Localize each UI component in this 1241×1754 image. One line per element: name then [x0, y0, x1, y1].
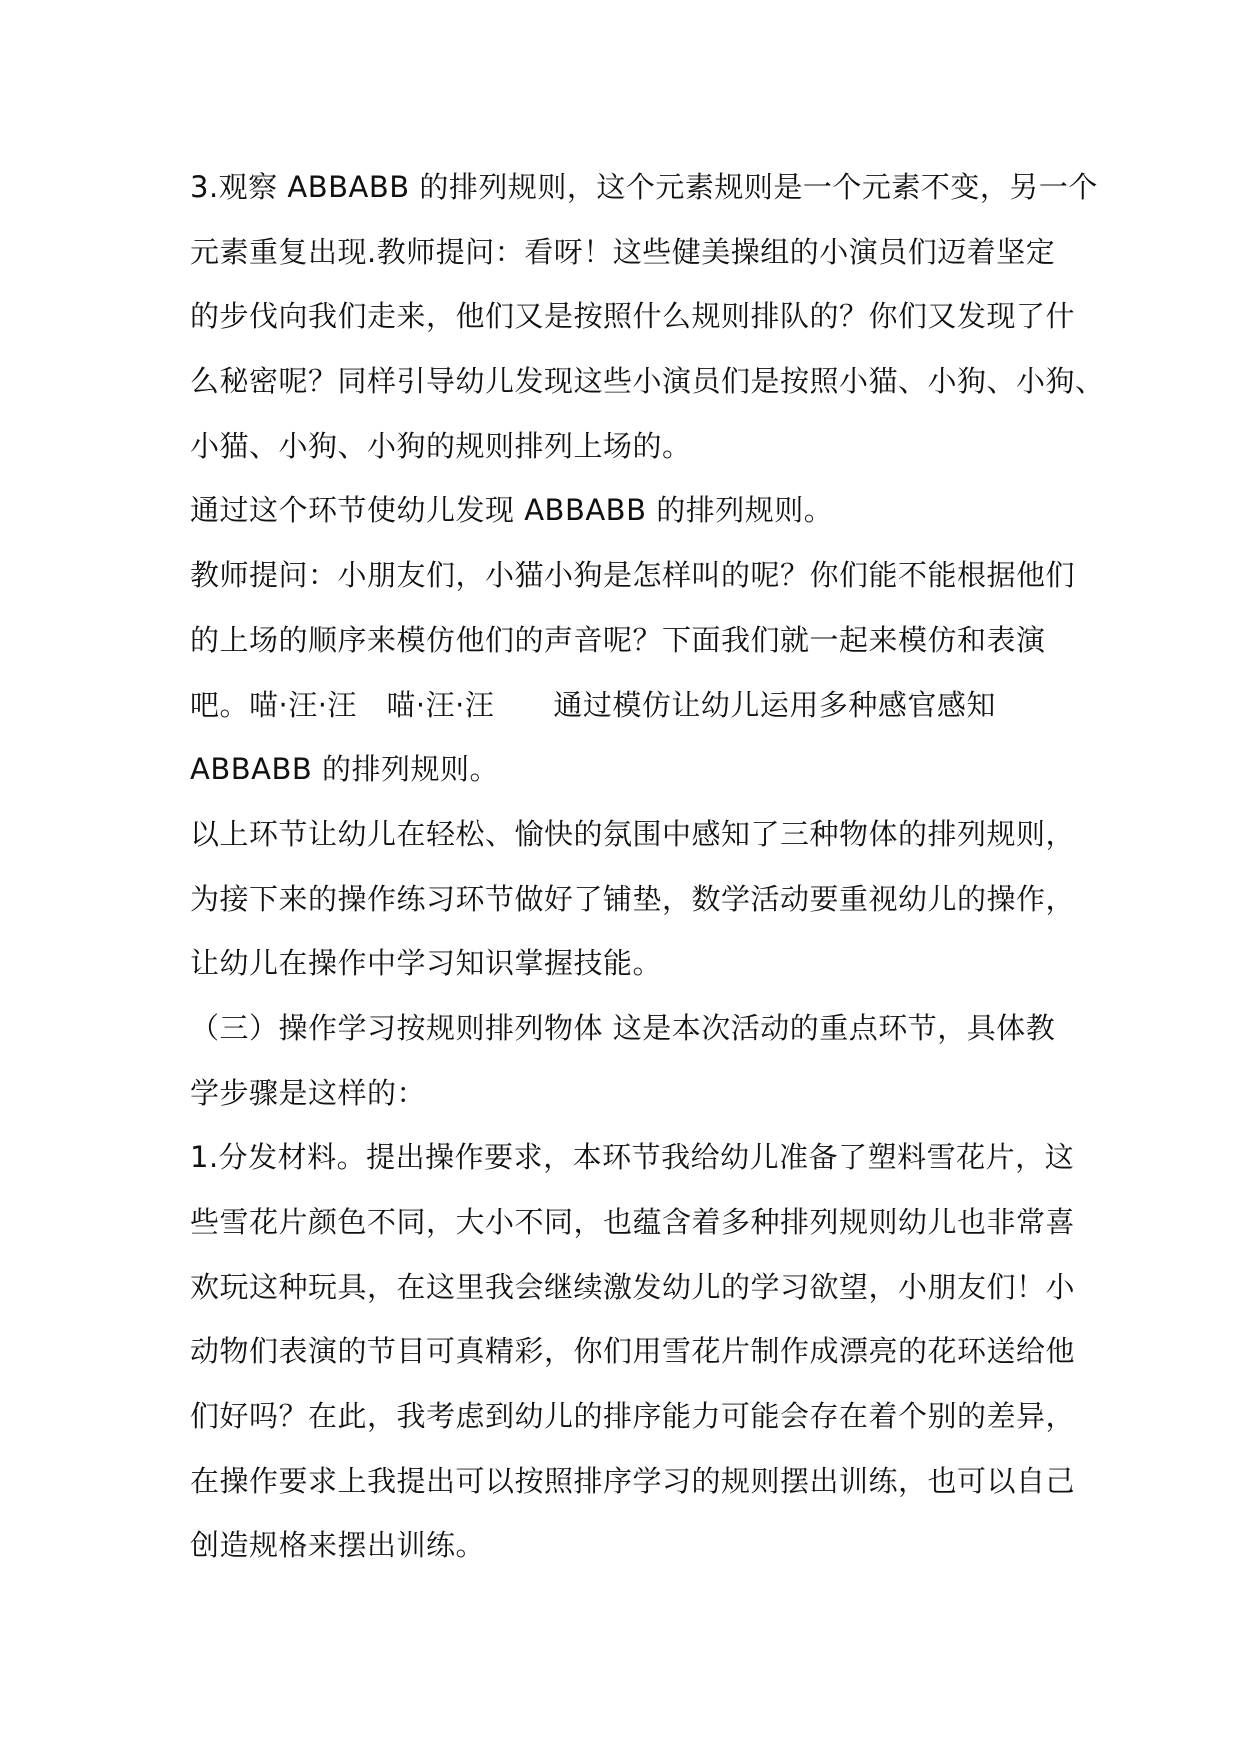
- text-line: 在操作要求上我提出可以按照排序学习的规则摆出训练，也可以自己: [190, 1463, 1076, 1498]
- document-body: [190, 155, 1105, 1578]
- text-line: 让幼儿在操作中学习知识掌握技能。: [190, 946, 663, 981]
- text-line: 教师提问：小朋友们，小猫小狗是怎样叫的呢？你们能不能根据他们: [190, 558, 1076, 593]
- text-line: 小猫、小狗、小狗的规则排列上场的。: [190, 428, 692, 463]
- text-line: 1.分发材料。提出操作要求，本环节我给幼儿准备了塑料雪花片，这: [190, 1140, 1075, 1175]
- text-line: 学步骤是这样的：: [190, 1075, 427, 1110]
- text-line: 3.观察 ABBABB 的排列规则，这个元素规则是一个元素不变，另一个: [190, 170, 1098, 204]
- text-line: ABBABB 的排列规则。: [190, 752, 499, 787]
- text-line: 为接下来的操作练习环节做好了铺垫，数学活动要重视幼儿的操作，: [190, 881, 1076, 916]
- text-line: 以上环节让幼儿在轻松、愉快的氛围中感知了三种物体的排列规则，: [190, 816, 1076, 851]
- text-line: 动物们表演的节目可真精彩，你们用雪花片制作成漂亮的花环送给他: [190, 1334, 1076, 1369]
- text-line: 元素重复出现.教师提问：看呀！这些健美操组的小演员们迈着坚定: [190, 234, 1056, 269]
- text-line: 通过这个环节使幼儿发现 ABBABB 的排列规则。: [190, 493, 834, 528]
- text-line: 吧。喵·汪·汪 喵·汪·汪 通过模仿让幼儿运用多种感官感知: [190, 687, 996, 722]
- text-line: 们好吗？在此，我考虑到幼儿的排序能力可能会存在着个别的差异，: [190, 1399, 1076, 1434]
- text-line: 些雪花片颜色不同，大小不同，也蕴含着多种排列规则幼儿也非常喜: [190, 1205, 1076, 1239]
- text-line: 创造规格来摆出训练。: [190, 1528, 486, 1563]
- text-line: 么秘密呢？同样引导幼儿发现这些小演员们是按照小猫、小狗、小狗、: [190, 364, 1105, 399]
- text-line: 欢玩这种玩具，在这里我会继续激发幼儿的学习欲望，小朋友们！小: [190, 1269, 1076, 1304]
- text-line: （三）操作学习按规则排列物体 这是本次活动的重点环节，具体教: [190, 1010, 1056, 1045]
- text-line: 的步伐向我们走来，他们又是按照什么规则排队的？你们又发现了什: [190, 299, 1076, 334]
- text-line: 的上场的顺序来模仿他们的声音呢？下面我们就一起来模仿和表演: [190, 622, 1046, 657]
